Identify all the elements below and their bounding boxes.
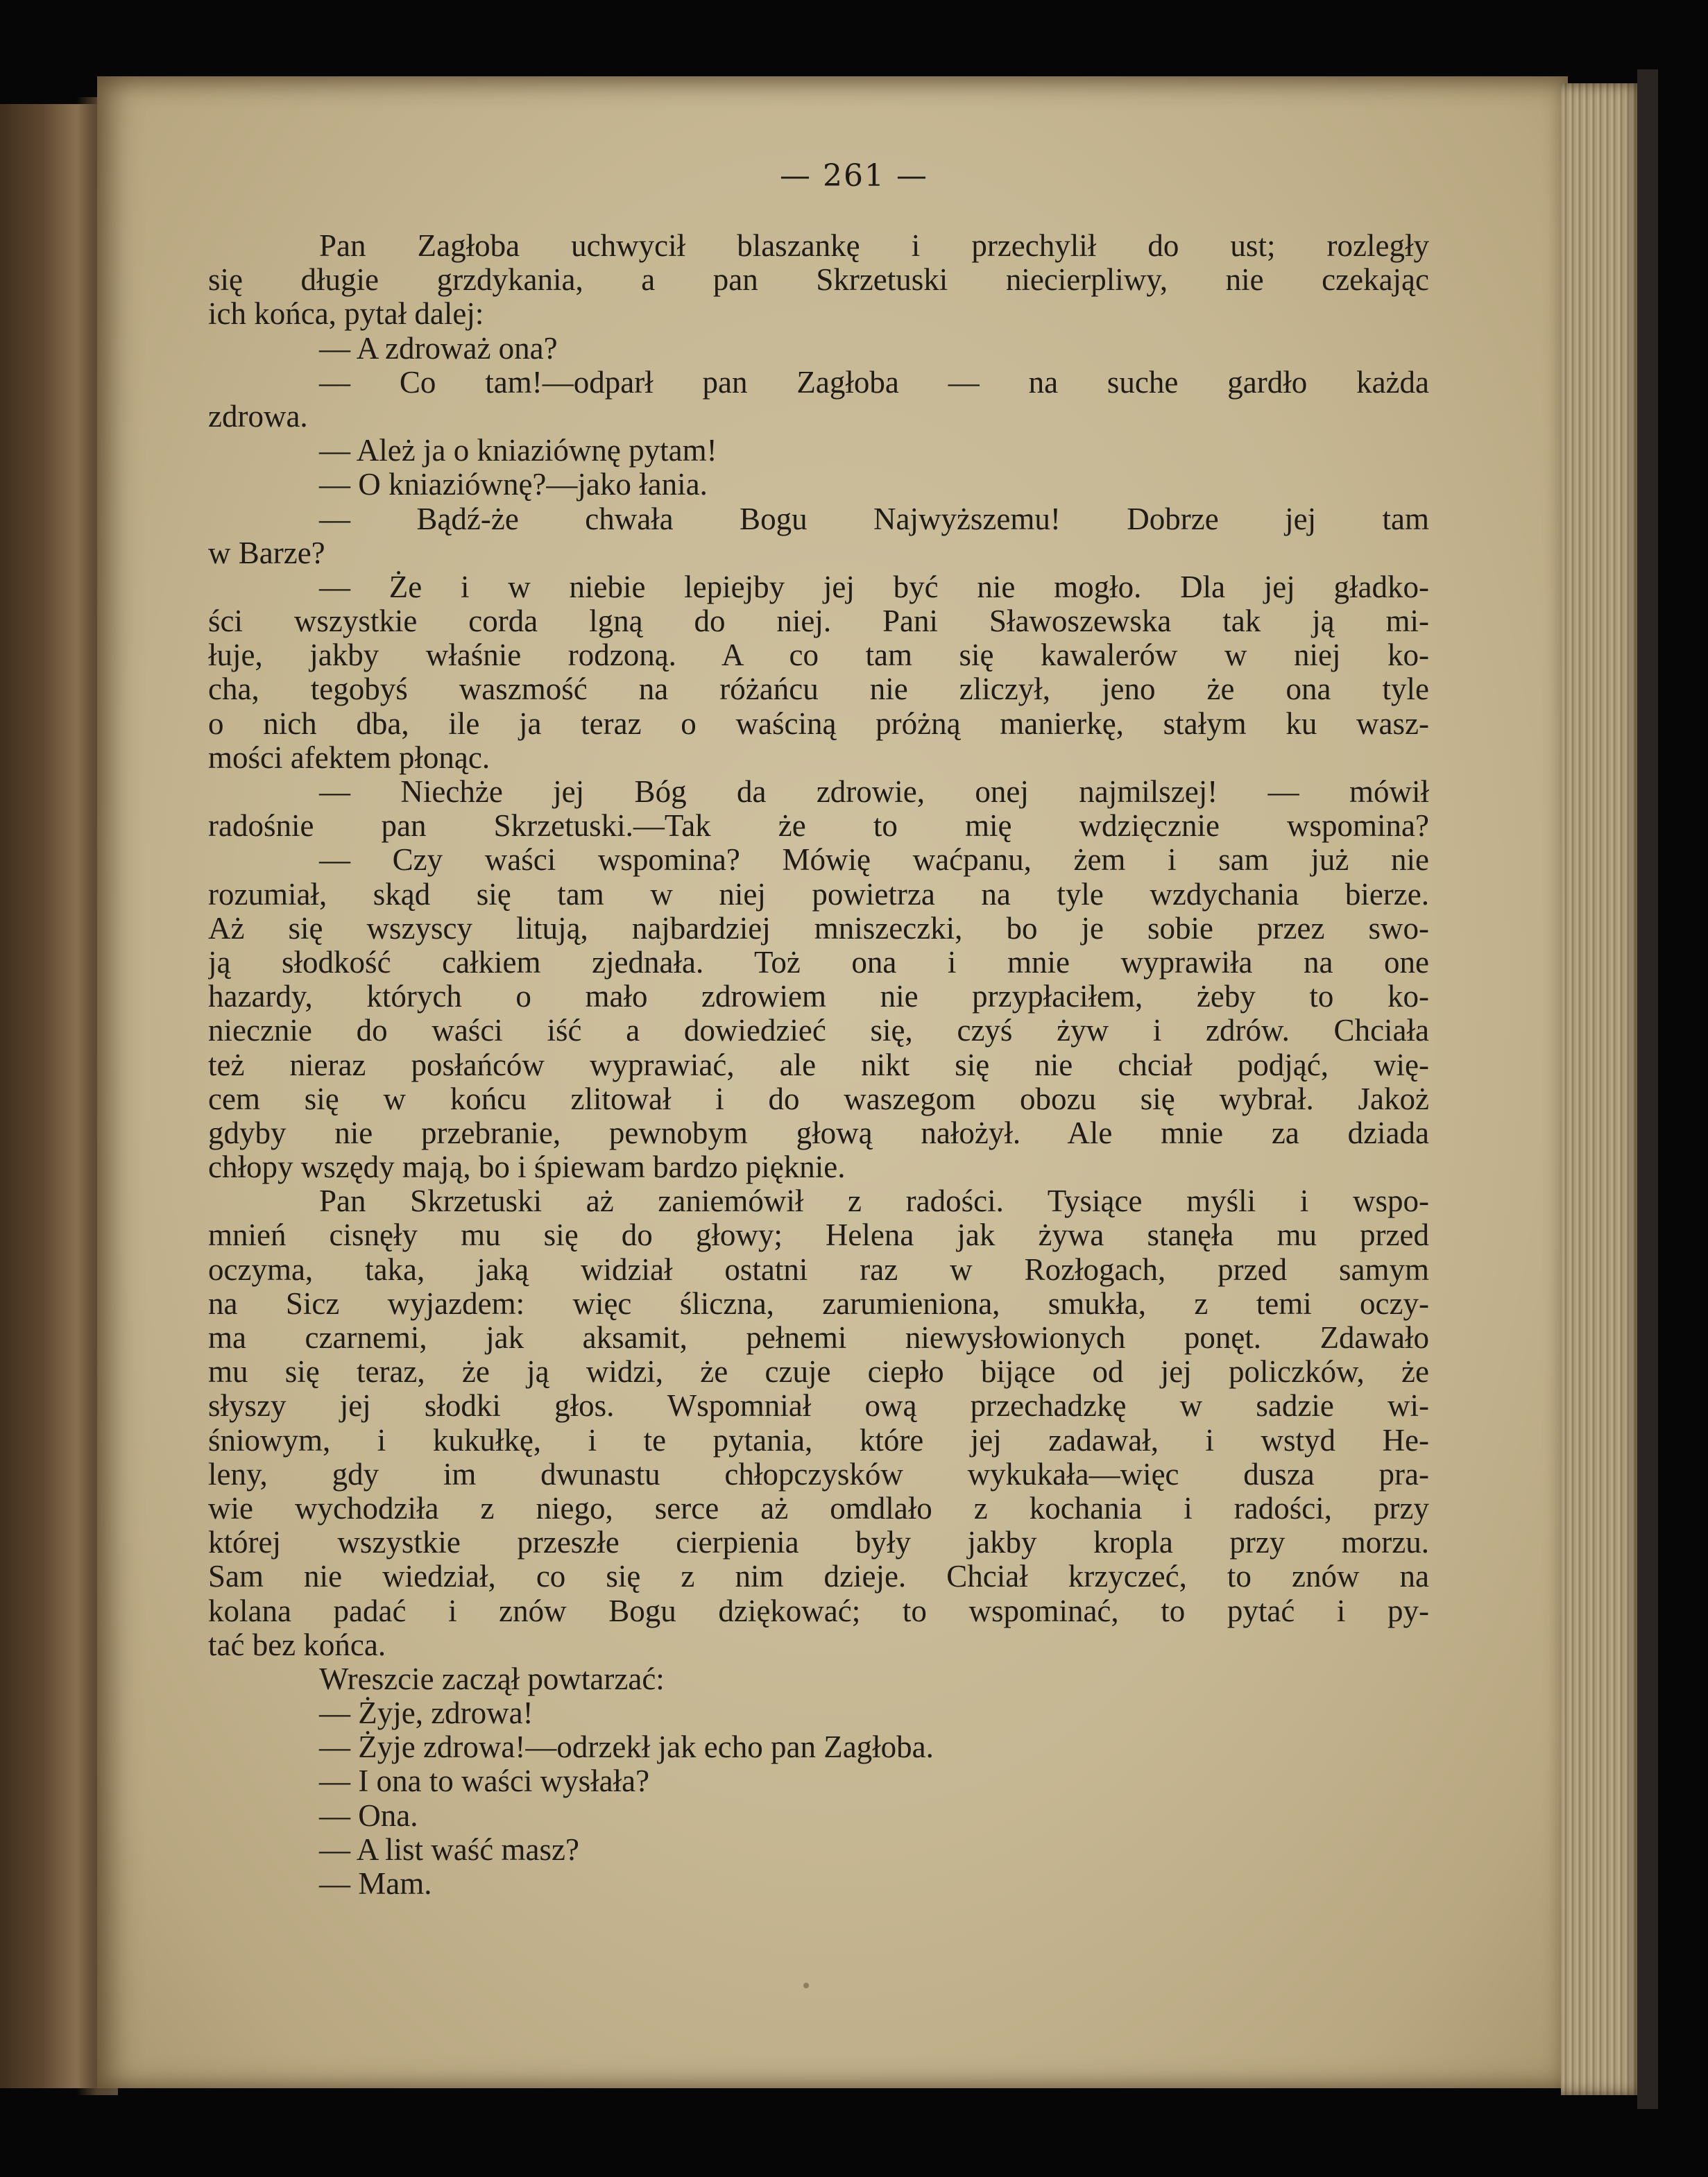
book-cover-edge xyxy=(1637,69,1658,2109)
text-line: niecznie do waści iść a dowiedzieć się, czyś żyw i zdrów. Chciała xyxy=(208,1014,1429,1048)
text-line: gdyby nie przebranie, pewnobym głową nałożył. Ale mnie za dziada xyxy=(208,1116,1429,1150)
text-line: cha, tegobyś waszmość na różańcu nie zliczył, jeno że ona tyle xyxy=(208,672,1429,707)
text-line: leny, gdy im dwunastu chłopczysków wykukała—więc dusza pra- xyxy=(208,1457,1429,1492)
text-line: — Że i w niebie lepiejby jej być nie mogło. Dla jej gładko- xyxy=(319,570,1429,604)
text-line: Wreszcie zaczął powtarzać: xyxy=(319,1662,665,1696)
text-line: cem się w końcu zlitował i do waszegom obozu się wybrał. Jakoż xyxy=(208,1082,1429,1116)
text-line: Pan Zagłoba uchwycił blaszankę i przechylił do ust; rozległy xyxy=(319,229,1429,263)
page-stack-edges xyxy=(1561,83,1644,2095)
text-line: — Ona. xyxy=(319,1798,418,1833)
page-text xyxy=(208,229,1429,1901)
text-line: Pan Skrzetuski aż zaniemówił z radości. Tysiące myśli i wspo- xyxy=(319,1184,1429,1219)
text-line: mnień cisnęły mu się do głowy; Helena jak żywa stanęła mu przed xyxy=(208,1218,1429,1253)
text-line: — Żyje zdrowa!—odrzekł jak echo pan Zagłoba. xyxy=(319,1730,934,1765)
text-line: się długie grzdykania, a pan Skrzetuski niecierpliwy, nie czekając xyxy=(208,263,1429,298)
text-line: — A zdroważ ona? xyxy=(319,331,558,366)
text-line: — Czy waści wspomina? Mówię waćpanu, żem i sam już nie xyxy=(319,843,1429,878)
text-line: Sam nie wiedział, co się z nim dzieje. Chciał krzyczeć, to znów na xyxy=(208,1560,1429,1594)
text-line: Aż się wszyscy litują, najbardziej mniszeczki, bo je sobie przez swo- xyxy=(208,911,1429,946)
text-line: też nieraz posłańców wyprawiać, ale nikt się nie chciał podjąć, wię- xyxy=(208,1048,1429,1082)
text-line: tać bez końca. xyxy=(208,1628,386,1662)
text-line: na Sicz wyjazdem: więc śliczna, zarumieniona, smukła, z temi oczy- xyxy=(208,1286,1429,1321)
text-line: ma czarnemi, jak aksamit, pełnemi niewysłowionych ponęt. Zdawało xyxy=(208,1321,1429,1355)
text-line: śniowym, i kukułkę, i te pytania, które jej zadawał, i wstyd He- xyxy=(208,1423,1429,1458)
text-line: — Niechże jej Bóg da zdrowie, onej najmilszej! — mówił xyxy=(319,775,1429,809)
text-line: — A list waść masz? xyxy=(319,1832,579,1867)
text-line: zdrowa. xyxy=(208,399,308,434)
text-line: ich końca, pytał dalej: xyxy=(208,297,484,332)
text-line: chłopy wszędy mają, bo i śpiewam bardzo pięknie. xyxy=(208,1150,846,1185)
text-line: mu się teraz, że ją widzi, że czuje ciepło bijące od jej policzków, że xyxy=(208,1355,1429,1390)
text-line: wie wychodziła z niego, serce aż omdlało z kochania i radości, przy xyxy=(208,1491,1429,1526)
text-line: ści wszystkie corda lgną do niej. Pani Sławoszewska tak ją mi- xyxy=(208,604,1429,639)
text-line: — O kniaziównę?—jako łania. xyxy=(319,468,708,502)
text-line: — I ona to waści wysłała? xyxy=(319,1764,650,1799)
text-line: słyszy jej słodki głos. Wspomniał ową przechadzkę w sadzie wi- xyxy=(208,1389,1429,1424)
text-line: łuje, jakby właśnie rodzoną. A co tam się kawalerów w niej ko- xyxy=(208,638,1429,673)
text-line: radośnie pan Skrzetuski.—Tak że to mię wdzięcznie wspomina? xyxy=(208,809,1429,844)
text-line: mości afektem płonąc. xyxy=(208,740,490,775)
text-line: kolana padać i znów Bogu dziękować; to wspominać, to pytać i py- xyxy=(208,1594,1429,1628)
text-line: hazardy, których o mało zdrowiem nie przypłaciłem, żeby to ko- xyxy=(208,980,1429,1014)
paper-speck xyxy=(803,1983,809,1988)
text-line: — Żyje, zdrowa! xyxy=(319,1696,533,1731)
text-line: której wszystkie przeszłe cierpienia były jakby kropla przy morzu. xyxy=(208,1526,1429,1560)
text-line: o nich dba, ile ja teraz o waściną próżną manierkę, stałym ku wasz- xyxy=(208,706,1429,741)
text-line: ją słodkość całkiem zjednała. Toż ona i mnie wyprawiła na one xyxy=(208,945,1429,980)
text-line: — Co tam!—odparł pan Zagłoba — na suche gardło każda xyxy=(319,365,1429,400)
text-line: oczyma, taka, jaką widział ostatni raz w Rozłogach, przed samym xyxy=(208,1252,1429,1287)
text-line: — Ależ ja o kniaziównę pytam! xyxy=(319,434,717,468)
text-line: w Barze? xyxy=(208,536,325,570)
page-number: — 261 — xyxy=(780,158,928,194)
text-line: — Mam. xyxy=(319,1867,432,1901)
text-line: — Bądź-że chwała Bogu Najwyższemu! Dobrze jej tam xyxy=(319,502,1429,536)
text-line: rozumiał, skąd się tam w niej powietrza na tyle wzdychania bierze. xyxy=(208,877,1429,912)
